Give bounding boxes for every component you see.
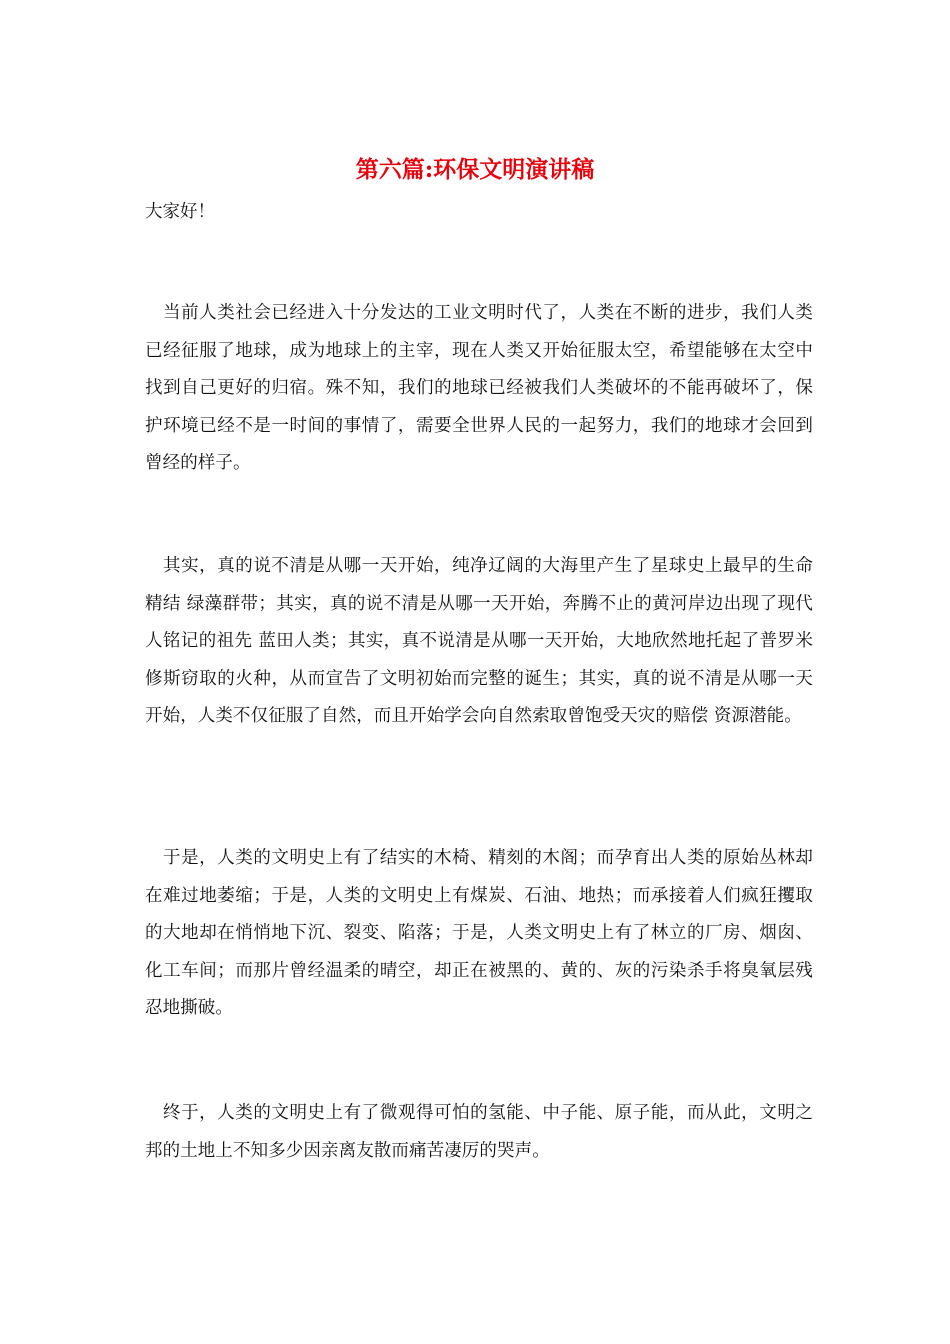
paragraph-4: 终于，人类的文明史上有了微观得可怕的氢能、中子能、原子能，而从此，文明之邦的土地上不知多少因亲离友散而痛苦凄厉的哭声。 <box>145 1103 813 1161</box>
paragraph-2: 其实，真的说不清是从哪一天开始，纯净辽阔的大海里产生了星球史上最早的生命精结 绿藻群带；其实，真的说不清是从哪一天开始，奔腾不止的黄河岸边出现了现代人铭记的祖先 蓝田人类；其实，真不说清是从哪一天开始，大地欣然地托起了普罗米修斯窃取的火种，从而宣告了文明初始而完整的诞生；其实，真的说不清是从哪一天开始，人类不仅征服了自然，而且开始学会向自然索取曾饱受天灾的赔偿 资源潜能。 <box>145 556 813 726</box>
paragraph-1: 当前人类社会已经进入十分发达的工业文明时代了，人类在不断的进步，我们人类已经征服了地球，成为地球上的主宰，现在人类又开始征服太空，希望能够在太空中找到自己更好的归宿。殊不知，我们的地球已经被我们人类破坏的不能再破坏了，保护环境已经不是一时间的事情了，需要全世界人民的一起努力，我们的地球才会回到曾经的样子。 <box>145 303 813 473</box>
paragraph-3: 于是，人类的文明史上有了结实的木椅、精刻的木阁；而孕育出人类的原始丛林却在难过地萎缩；于是，人类的文明史上有煤炭、石油、地热；而承接着人们疯狂攫取的大地却在悄悄地下沉、裂变、陷落；于是，人类文明史上有了林立的厂房、烟囱、化工车间；而那片曾经温柔的晴空，却正在被黑的、黄的、灰的污染杀手将臭氧层残忍地撕破。 <box>145 848 813 1018</box>
greeting: 大家好！ <box>145 202 215 222</box>
document-title: 第六篇:环保文明演讲稿 <box>355 156 595 183</box>
